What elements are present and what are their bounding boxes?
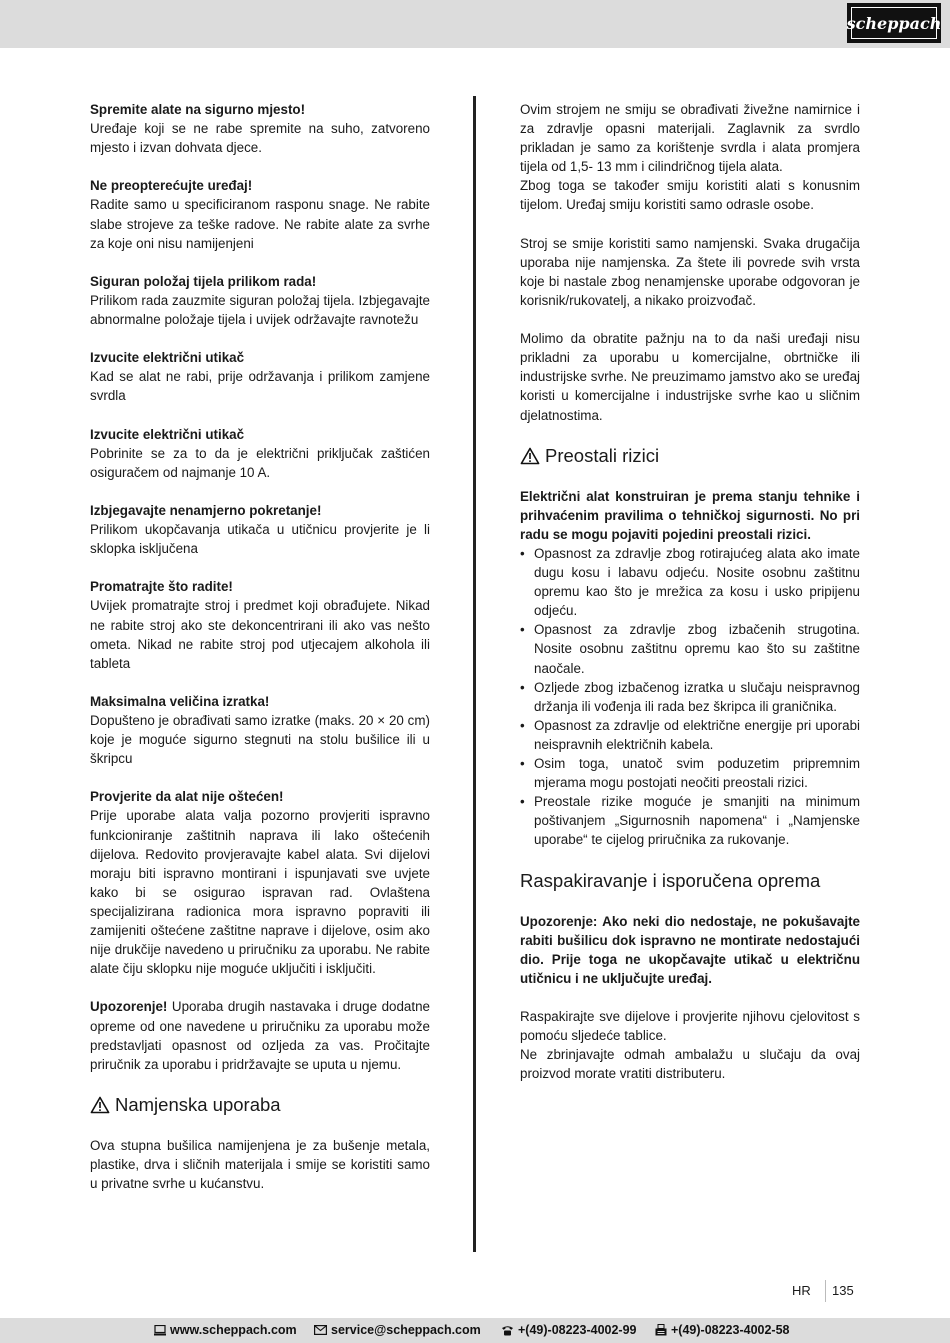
footer-website-text: www.scheppach.com — [170, 1323, 297, 1337]
section-unplug-1 — [90, 348, 430, 405]
footer-phone[interactable] — [501, 1323, 637, 1337]
intended-use-text: Ova stupna bušilica namijenjena je za bušenje metala, plastike, drva i sličnih materijala i smije se koristiti samo u privatne svrhe u kućanstvu. — [90, 1137, 430, 1192]
warning-triangle-icon — [520, 447, 540, 465]
intended-use-heading — [90, 1093, 430, 1117]
section-title: Spremite alate na sigurno mjesto! — [90, 102, 306, 117]
section-title: Maksimalna veličina izratka! — [90, 693, 270, 709]
page-number: 135 — [832, 1283, 854, 1298]
unpacking-warning-block — [520, 912, 860, 988]
warning-text: Uporaba drugih nastavaka i druge dodatne opreme od one navedene u priručniku za uporabu može predstavljati opasnost od ozljeda za vas. Pročitajte priručnik za uporabu i pridržavajte se uputa u njemu. — [90, 999, 430, 1072]
left-column — [90, 100, 430, 1212]
unpacking-heading — [520, 869, 860, 893]
footer-fax-text: +(49)-08223-4002-58 — [671, 1323, 790, 1337]
section-title: Izvucite električni utikač — [90, 350, 245, 366]
residual-risks-intro: Električni alat konstruiran je prema stanju tehnike i prihvaćenim pravilima o tehničkoj sigurnosti. No pri radu se mogu pojaviti pojedini preostali rizici. — [520, 488, 860, 542]
phone-icon — [501, 1325, 514, 1336]
usage-paragraph-2 — [520, 234, 860, 310]
section-text: Uvijek promatrajte stroj i predmet koji obrađujete. Nikad ne rabite stroj ako ste dekoncentrirani ili ako vas nešto ometa. Nikad ne rabite stroj pod utjecajem alkohola ili tableta — [90, 598, 430, 671]
section-title: Promatrajte što radite! — [90, 579, 233, 595]
list-item: • Osim toga, unatoč svim poduzetim pripremnim mjerama mogu postojati neočiti preostali rizici. — [520, 754, 860, 792]
brand-logo — [847, 3, 941, 43]
usage-paragraph-1 — [520, 100, 860, 215]
paragraph-text: Stroj se smije koristiti samo namjenski. Svaka drugačija uporaba nije namjenska. Za štete ili povrede svih vrsta koje bi nastale zbog nenamjenske uporabe odgovoran je korisnik/rukovatelj, a nikako proizvođač. — [520, 235, 860, 308]
warning-body — [90, 997, 430, 1073]
warning-paragraph — [90, 997, 430, 1073]
unpacking-title: Raspakiravanje i isporučena oprema — [520, 869, 821, 891]
intended-use-paragraph — [90, 1136, 430, 1193]
section-title: Siguran položaj tijela prilikom rada! — [90, 273, 317, 289]
section-posture — [90, 272, 430, 329]
residual-risks-block — [520, 487, 860, 850]
section-title: Provjerite da alat nije oštećen! — [90, 789, 284, 805]
section-unplug-2 — [90, 425, 430, 482]
list-item: • Opasnost za zdravlje od električne energije pri uporabi neispravnih električnih kabela. — [520, 716, 860, 754]
list-item: • Opasnost za zdravlje zbog izbačenih strugotina. Nosite osobnu zaštitnu opremu kao što su zaštitne naočale. — [520, 620, 860, 677]
section-title: Izvucite električni utikač — [90, 426, 245, 442]
paragraph-text: Molimo da obratite pažnju na to da naši uređaji nisu prikladni za uporabu u komercijalne, obrtničke ili industrijske svrhe. Ne preuzimamo jamstvo ako se uređaj koristi u komercijalne i industrijske svrhe kao u sličnim djelatnostima. — [520, 331, 860, 423]
residual-risks-title: Preostali rizici — [545, 444, 660, 466]
footer-website[interactable] — [154, 1323, 297, 1337]
mail-icon — [314, 1325, 327, 1335]
unpacking-text-1: Raspakirajte sve dijelove i provjerite njihovu cjelovitost s pomoću sljedeće tablice. — [520, 1009, 860, 1044]
section-text: Prilikom ukopčavanja utikača u utičnicu provjerite je li sklopka isključena — [90, 522, 430, 557]
right-column — [520, 100, 860, 1103]
list-item: • Ozljede zbog izbačenog izratka u slučaju neispravnog držanja ili vođenja ili rada bez škripca ili graničnika. — [520, 678, 860, 716]
section-title: Izbjegavajte nenamjerno pokretanje! — [90, 502, 322, 518]
residual-risks-list — [520, 544, 860, 850]
section-attention — [90, 577, 430, 672]
fax-icon — [655, 1324, 667, 1336]
intended-use-title: Namjenska uporaba — [115, 1093, 281, 1115]
section-workpiece-size — [90, 692, 430, 768]
column-divider — [473, 96, 476, 1252]
paragraph-text: Ovim strojem ne smiju se obrađivati živežne namirnice i za zdravlje opasni materijali. Zaglavnik za svrdlo prikladan je samo za korištenje svrdla i alata promjera tijela od 1,5- 13 mm i cilindričnog tijela alata. — [520, 102, 860, 175]
section-text: Pobrinite se za to da je električni priključak zaštićen osiguračem od najmanje 10 A. — [90, 445, 430, 480]
paragraph-text: Zbog toga se također smiju koristiti alati s konusnim tijelom. Uređaj smiju koristiti samo odrasle osobe. — [520, 178, 860, 213]
footer-bar — [0, 1318, 950, 1343]
brand-logo-text: scheppach — [851, 7, 937, 39]
unpacking-text-2: Ne zbrinjavajte odmah ambalažu u slučaju da ovaj proizvod morate vratiti distributeru. — [520, 1047, 860, 1082]
section-storage — [90, 100, 430, 157]
unpacking-warning: Upozorenje: Ako neki dio nedostaje, ne pokušavajte rabiti bušilicu dok ispravno ne montirate nedostajući dio. Prije toga ne ukopčavajte utikač u električnu utičnicu i ne uključujte uređaj. — [520, 913, 860, 986]
header-bar — [0, 0, 950, 48]
section-text: Radite samo u specificiranom rasponu snage. Ne rabite slabe strojeve za teške radove. Ne rabite alate za svrhe za koje oni nisu namijenjeni — [90, 197, 430, 251]
section-startup — [90, 501, 430, 558]
section-text: Dopušteno je obrađivati samo izratke (maks. 20 × 20 cm) koje je moguće sigurno stegnuti na stolu bušilice ili u škripcu — [90, 713, 430, 767]
list-item: • Preostale rizike moguće je smanjiti na minimum poštivanjem „Sigurnosnih napomena“ i „Namjenske uporabe“ te cijelog priručnika za rukovanje. — [520, 792, 860, 849]
footer-fax[interactable] — [655, 1323, 790, 1337]
usage-paragraph-3 — [520, 329, 860, 424]
page-marker-separator — [825, 1280, 826, 1302]
list-item: • Opasnost za zdravlje zbog rotirajućeg alata ako imate dugu kosu i labavu odjeću. Nosite osobnu zaštitnu opremu kao što je mrežica za kosu i usko pripijenu odjeću. — [520, 544, 860, 620]
section-text: Uređaje koji se ne rabe spremite na suho, zatvoreno mjesto i izvan dohvata djece. — [90, 121, 430, 156]
unpacking-text-block — [520, 1007, 860, 1083]
section-text: Prilikom rada zauzmite siguran položaj tijela. Izbjegavajte abnormalne položaje tijela i uvijek održavajte ravnotežu — [90, 292, 430, 328]
section-overload — [90, 176, 430, 252]
footer-email[interactable] — [314, 1323, 481, 1337]
footer-phone-text: +(49)-08223-4002-99 — [518, 1323, 637, 1337]
residual-risks-heading — [520, 444, 860, 468]
section-text: Kad se alat ne rabi, prije održavanja i prilikom zamjene svrdla — [90, 369, 430, 404]
footer-email-text: service@scheppach.com — [331, 1323, 481, 1337]
warning-label: Upozorenje! — [90, 999, 168, 1015]
section-text: Prije uporabe alata valja pozorno provjeriti ispravno funkcioniranje zaštitnih naprava ili lako oštećenih dijelova. Redovito provjeravajte kabel alata. Svi dijelovi moraju biti ispravno montirani i ispunjavati sve uvjete kako bi se osigurao ispravan rad. Ovlaštena specijalizirana radionica mora ispravno popraviti ili zamijeniti oštećene zaštitne naprave i dijelove, osim ako nije drukčije navedeno u priručniku za uporabu. Ne rabite alate čiju sklopku nije moguće uključiti i isključiti. — [90, 808, 430, 977]
warning-triangle-icon — [90, 1096, 110, 1114]
computer-icon — [154, 1325, 166, 1336]
section-title: Ne preopterećujte uređaj! — [90, 178, 253, 194]
section-damage-check — [90, 787, 430, 978]
language-code: HR — [792, 1283, 811, 1298]
